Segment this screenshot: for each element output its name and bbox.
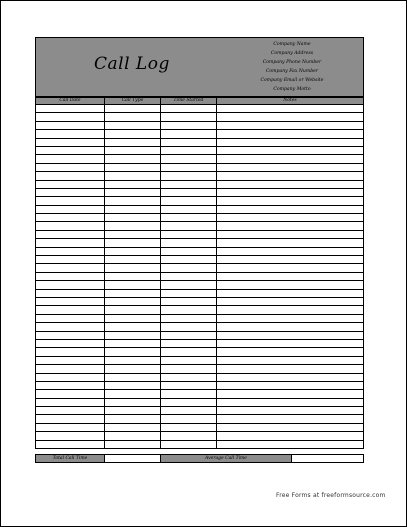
time-started-cell[interactable] <box>161 315 217 322</box>
time-started-cell[interactable] <box>161 365 217 372</box>
call-type-cell[interactable] <box>105 424 161 431</box>
call-date-cell[interactable] <box>36 105 105 112</box>
notes-cell[interactable] <box>217 172 363 179</box>
total-call-time-label: Total Call Time <box>36 455 105 462</box>
call-type-cell[interactable] <box>105 290 161 297</box>
call-type-cell[interactable] <box>105 248 161 255</box>
call-type-cell[interactable] <box>105 147 161 154</box>
table-row <box>36 441 363 449</box>
notes-cell[interactable] <box>217 290 363 297</box>
table-row <box>36 214 363 222</box>
company-email: Company Email or Website <box>260 78 324 83</box>
call-date-cell[interactable] <box>36 139 105 146</box>
notes-cell[interactable] <box>217 147 363 154</box>
call-type-cell[interactable] <box>105 139 161 146</box>
table-row <box>36 231 363 239</box>
time-started-cell[interactable] <box>161 348 217 355</box>
time-started-cell[interactable] <box>161 155 217 162</box>
table-row <box>36 332 363 340</box>
table-row <box>36 290 363 298</box>
log-table-body <box>35 105 364 449</box>
notes-cell[interactable] <box>217 248 363 255</box>
table-row <box>36 382 363 390</box>
call-date-cell[interactable] <box>36 181 105 188</box>
notes-cell[interactable] <box>217 432 363 439</box>
notes-cell[interactable] <box>217 256 363 263</box>
call-type-cell[interactable] <box>105 407 161 414</box>
notes-cell[interactable] <box>217 332 363 339</box>
table-row <box>36 281 363 289</box>
table-row <box>36 323 363 331</box>
notes-cell[interactable] <box>217 206 363 213</box>
time-started-cell[interactable] <box>161 332 217 339</box>
table-row <box>36 139 363 147</box>
time-started-cell[interactable] <box>161 206 217 213</box>
notes-cell[interactable] <box>217 365 363 372</box>
call-date-cell[interactable] <box>36 281 105 288</box>
call-date-cell[interactable] <box>36 113 105 120</box>
call-date-cell[interactable] <box>36 239 105 246</box>
company-info <box>227 40 357 94</box>
time-started-cell[interactable] <box>161 432 217 439</box>
call-date-cell[interactable] <box>36 432 105 439</box>
column-header-call-date: Call Date <box>36 98 105 104</box>
call-date-cell[interactable] <box>36 441 105 448</box>
time-started-cell[interactable] <box>161 248 217 255</box>
column-headers <box>35 97 364 105</box>
notes-cell[interactable] <box>217 424 363 431</box>
call-date-cell[interactable] <box>36 147 105 154</box>
company-name: Company Name <box>273 42 311 47</box>
time-started-cell[interactable] <box>161 340 217 347</box>
call-type-cell[interactable] <box>105 357 161 364</box>
notes-cell[interactable] <box>217 264 363 271</box>
table-row <box>36 122 363 130</box>
time-started-cell[interactable] <box>161 256 217 263</box>
call-date-cell[interactable] <box>36 382 105 389</box>
notes-cell[interactable] <box>217 164 363 171</box>
notes-cell[interactable] <box>217 382 363 389</box>
call-type-cell[interactable] <box>105 348 161 355</box>
notes-cell[interactable] <box>217 231 363 238</box>
time-started-cell[interactable] <box>161 382 217 389</box>
notes-cell[interactable] <box>217 197 363 204</box>
table-row <box>36 390 363 398</box>
time-started-cell[interactable] <box>161 441 217 448</box>
table-row <box>36 181 363 189</box>
column-header-time-started: Time Started <box>161 98 217 104</box>
call-type-cell[interactable] <box>105 323 161 330</box>
call-type-cell[interactable] <box>105 113 161 120</box>
time-started-cell[interactable] <box>161 113 217 120</box>
call-type-cell[interactable] <box>105 189 161 196</box>
notes-cell[interactable] <box>217 441 363 448</box>
table-row <box>36 348 363 356</box>
call-date-cell[interactable] <box>36 290 105 297</box>
call-date-cell[interactable] <box>36 332 105 339</box>
notes-cell[interactable] <box>217 298 363 305</box>
table-row <box>36 147 363 155</box>
call-date-cell[interactable] <box>36 256 105 263</box>
call-type-cell[interactable] <box>105 164 161 171</box>
table-row <box>36 130 363 138</box>
table-row <box>36 357 363 365</box>
call-type-cell[interactable] <box>105 105 161 112</box>
notes-cell[interactable] <box>217 214 363 221</box>
company-motto: Company Motto <box>273 87 311 92</box>
call-date-cell[interactable] <box>36 214 105 221</box>
table-row <box>36 306 363 314</box>
call-type-cell[interactable] <box>105 206 161 213</box>
notes-cell[interactable] <box>217 273 363 280</box>
time-started-cell[interactable] <box>161 231 217 238</box>
time-started-cell[interactable] <box>161 374 217 381</box>
column-header-call-type: Call Type <box>105 98 161 104</box>
table-row <box>36 424 363 432</box>
call-type-cell[interactable] <box>105 382 161 389</box>
call-type-cell[interactable] <box>105 441 161 448</box>
call-date-cell[interactable] <box>36 172 105 179</box>
call-date-cell[interactable] <box>36 231 105 238</box>
table-row <box>36 415 363 423</box>
call-date-cell[interactable] <box>36 390 105 397</box>
time-started-cell[interactable] <box>161 357 217 364</box>
time-started-cell[interactable] <box>161 273 217 280</box>
call-type-cell[interactable] <box>105 432 161 439</box>
table-row <box>36 105 363 113</box>
call-type-cell[interactable] <box>105 239 161 246</box>
call-type-cell[interactable] <box>105 264 161 271</box>
call-date-cell[interactable] <box>36 264 105 271</box>
time-started-cell[interactable] <box>161 147 217 154</box>
call-date-cell[interactable] <box>36 298 105 305</box>
notes-cell[interactable] <box>217 113 363 120</box>
notes-cell[interactable] <box>217 315 363 322</box>
notes-cell[interactable] <box>217 155 363 162</box>
table-row <box>36 222 363 230</box>
call-type-cell[interactable] <box>105 122 161 129</box>
call-date-cell[interactable] <box>36 424 105 431</box>
table-row <box>36 365 363 373</box>
call-date-cell[interactable] <box>36 155 105 162</box>
table-row <box>36 248 363 256</box>
notes-cell[interactable] <box>217 348 363 355</box>
table-row <box>36 298 363 306</box>
notes-cell[interactable] <box>217 357 363 364</box>
call-date-cell[interactable] <box>36 323 105 330</box>
header-banner <box>35 37 364 97</box>
call-date-cell[interactable] <box>36 315 105 322</box>
notes-cell[interactable] <box>217 130 363 137</box>
call-type-cell[interactable] <box>105 231 161 238</box>
table-row <box>36 189 363 197</box>
notes-cell[interactable] <box>217 390 363 397</box>
call-date-cell[interactable] <box>36 415 105 422</box>
call-date-cell[interactable] <box>36 189 105 196</box>
call-date-cell[interactable] <box>36 122 105 129</box>
time-started-cell[interactable] <box>161 298 217 305</box>
call-date-cell[interactable] <box>36 374 105 381</box>
call-type-cell[interactable] <box>105 273 161 280</box>
time-started-cell[interactable] <box>161 290 217 297</box>
call-date-cell[interactable] <box>36 348 105 355</box>
column-header-notes: Notes <box>283 98 297 103</box>
time-started-cell[interactable] <box>161 264 217 271</box>
notes-cell[interactable] <box>217 399 363 406</box>
time-started-cell[interactable] <box>161 139 217 146</box>
time-started-cell[interactable] <box>161 390 217 397</box>
table-row <box>36 273 363 281</box>
table-row <box>36 155 363 163</box>
call-type-cell[interactable] <box>105 222 161 229</box>
company-address: Company Address <box>270 51 314 56</box>
call-date-cell[interactable] <box>36 248 105 255</box>
call-type-cell[interactable] <box>105 332 161 339</box>
call-type-cell[interactable] <box>105 155 161 162</box>
call-type-cell[interactable] <box>105 172 161 179</box>
table-row <box>36 374 363 382</box>
call-type-cell[interactable] <box>105 340 161 347</box>
watermark-text: Free Forms at freeformsource.com <box>276 492 386 499</box>
call-type-cell[interactable] <box>105 390 161 397</box>
time-started-cell[interactable] <box>161 399 217 406</box>
table-row <box>36 407 363 415</box>
company-fax: Company Fax Number <box>265 69 319 74</box>
notes-cell[interactable] <box>217 222 363 229</box>
time-started-cell[interactable] <box>161 181 217 188</box>
time-started-cell[interactable] <box>161 189 217 196</box>
notes-cell[interactable] <box>217 189 363 196</box>
call-date-cell[interactable] <box>36 130 105 137</box>
summary-row <box>35 454 364 463</box>
notes-cell[interactable] <box>217 374 363 381</box>
table-row <box>36 432 363 440</box>
time-started-cell[interactable] <box>161 281 217 288</box>
call-type-cell[interactable] <box>105 256 161 263</box>
notes-cell[interactable] <box>217 323 363 330</box>
call-date-cell[interactable] <box>36 273 105 280</box>
table-row <box>36 172 363 180</box>
table-row <box>36 315 363 323</box>
call-date-cell[interactable] <box>36 340 105 347</box>
notes-cell[interactable] <box>217 407 363 414</box>
notes-cell[interactable] <box>217 239 363 246</box>
notes-cell[interactable] <box>217 181 363 188</box>
time-started-cell[interactable] <box>161 415 217 422</box>
table-row <box>36 264 363 272</box>
time-started-cell[interactable] <box>161 130 217 137</box>
time-started-cell[interactable] <box>161 172 217 179</box>
table-row <box>36 206 363 214</box>
table-row <box>36 256 363 264</box>
time-started-cell[interactable] <box>161 214 217 221</box>
notes-cell[interactable] <box>217 105 363 112</box>
table-row <box>36 113 363 121</box>
total-call-time-field[interactable] <box>105 455 161 462</box>
time-started-cell[interactable] <box>161 164 217 171</box>
time-started-cell[interactable] <box>161 323 217 330</box>
average-call-time-label: Average Call Time <box>161 455 292 462</box>
call-type-cell[interactable] <box>105 315 161 322</box>
call-date-cell[interactable] <box>36 357 105 364</box>
call-date-cell[interactable] <box>36 206 105 213</box>
call-date-cell[interactable] <box>36 222 105 229</box>
call-type-cell[interactable] <box>105 365 161 372</box>
call-type-cell[interactable] <box>105 181 161 188</box>
call-type-cell[interactable] <box>105 130 161 137</box>
call-type-cell[interactable] <box>105 399 161 406</box>
time-started-cell[interactable] <box>161 197 217 204</box>
average-call-time-field[interactable] <box>292 455 363 462</box>
page-title: Call Log <box>94 54 170 74</box>
time-started-cell[interactable] <box>161 122 217 129</box>
call-type-cell[interactable] <box>105 281 161 288</box>
table-row <box>36 197 363 205</box>
time-started-cell[interactable] <box>161 407 217 414</box>
call-type-cell[interactable] <box>105 298 161 305</box>
time-started-cell[interactable] <box>161 424 217 431</box>
call-type-cell[interactable] <box>105 415 161 422</box>
call-date-cell[interactable] <box>36 164 105 171</box>
table-row <box>36 399 363 407</box>
call-date-cell[interactable] <box>36 399 105 406</box>
company-phone: Company Phone Number <box>262 60 322 65</box>
notes-cell[interactable] <box>217 415 363 422</box>
call-date-cell[interactable] <box>36 365 105 372</box>
notes-cell[interactable] <box>217 340 363 347</box>
time-started-cell[interactable] <box>161 239 217 246</box>
table-row <box>36 164 363 172</box>
notes-cell[interactable] <box>217 139 363 146</box>
call-date-cell[interactable] <box>36 306 105 313</box>
table-row <box>36 239 363 247</box>
time-started-cell[interactable] <box>161 306 217 313</box>
call-date-cell[interactable] <box>36 197 105 204</box>
call-type-cell[interactable] <box>105 374 161 381</box>
call-date-cell[interactable] <box>36 407 105 414</box>
time-started-cell[interactable] <box>161 105 217 112</box>
notes-cell[interactable] <box>217 306 363 313</box>
time-started-cell[interactable] <box>161 222 217 229</box>
call-type-cell[interactable] <box>105 306 161 313</box>
table-row <box>36 340 363 348</box>
notes-cell[interactable] <box>217 281 363 288</box>
call-type-cell[interactable] <box>105 214 161 221</box>
notes-cell[interactable] <box>217 122 363 129</box>
call-type-cell[interactable] <box>105 197 161 204</box>
